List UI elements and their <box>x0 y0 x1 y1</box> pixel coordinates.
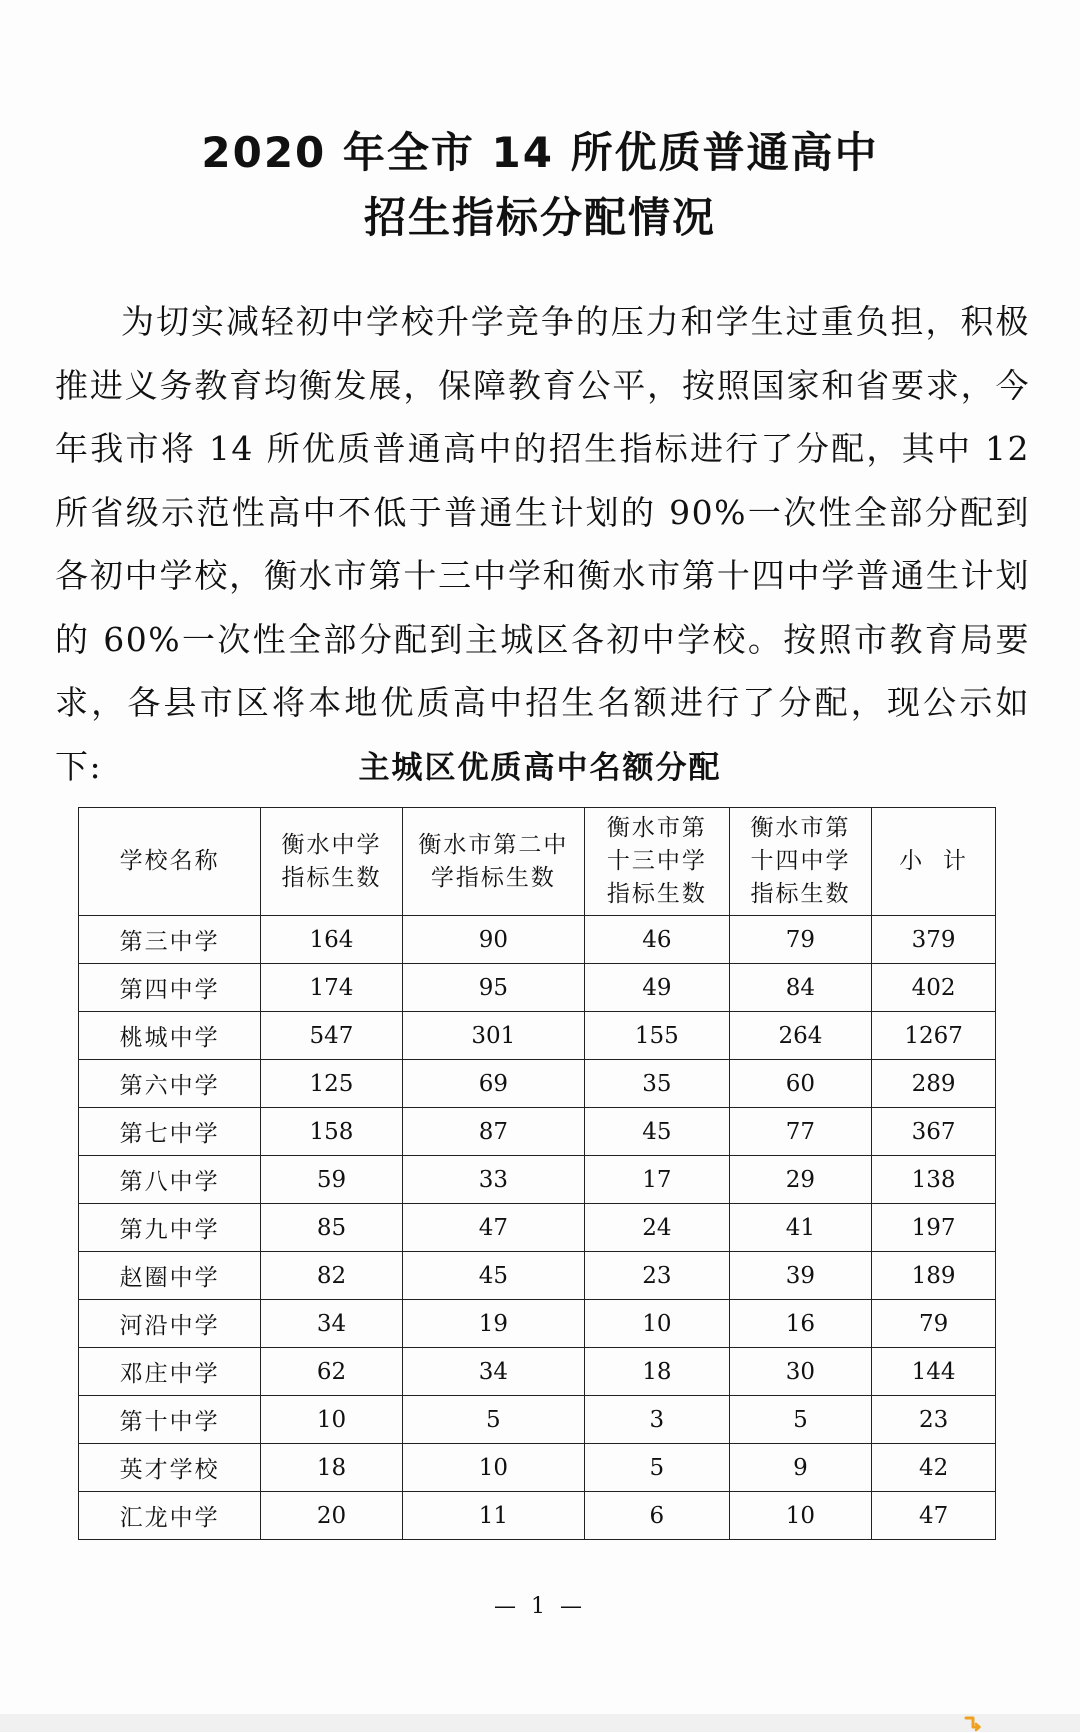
table-cell: 10 <box>402 1444 584 1492</box>
table-cell: 85 <box>261 1204 402 1252</box>
table-cell: 18 <box>261 1444 402 1492</box>
school-name-cell: 第四中学 <box>79 964 261 1012</box>
table-cell: 144 <box>872 1348 996 1396</box>
table-row <box>79 1060 996 1108</box>
header-hengshui-fourteenth <box>729 808 872 916</box>
table-title: 主城区优质高中名额分配 <box>358 750 722 786</box>
school-name-cell: 第三中学 <box>79 916 261 964</box>
header-line: 学校名称 <box>119 848 220 874</box>
page-title-line2: 招生指标分配情况 <box>363 193 716 242</box>
header-line: 衡水市第二中 <box>418 831 569 858</box>
table-row <box>79 916 996 964</box>
header-line: 衡水中学 <box>281 831 382 858</box>
table-cell: 379 <box>872 916 996 964</box>
table-cell: 367 <box>872 1108 996 1156</box>
school-name-cell: 汇龙中学 <box>79 1492 261 1540</box>
table-row <box>79 1396 996 1444</box>
school-name-cell: 第十中学 <box>79 1396 261 1444</box>
table-row <box>79 1300 996 1348</box>
table-cell: 3 <box>584 1396 729 1444</box>
school-name-cell: 第九中学 <box>79 1204 261 1252</box>
header-school-name <box>79 808 261 916</box>
header-hengshui-second <box>402 808 584 916</box>
allocation-table <box>78 807 996 1540</box>
table-row <box>79 1444 996 1492</box>
table-cell: 17 <box>584 1156 729 1204</box>
table-cell: 82 <box>261 1252 402 1300</box>
table-cell: 9 <box>729 1444 872 1492</box>
intro-paragraph: 为切实减轻初中学校升学竞争的压力和学生过重负担，积极推进义务教育均衡发展，保障教育公平，按照国家和省要求，今年我市将 14 所优质普通高中的招生指标进行了分配，其中 12 所省级示范性高中不低于普通生计划的 90%一次性全部分配到各初中学校，衡水市第十三中学和衡水市第十四中学普通生计划的 60%一次性全部分配到主城区各初中学校。按照市教育局要求，各县市区将本地优质高中招生名额进行了分配，现公示如下: <box>55 302 1030 786</box>
table-cell: 49 <box>584 964 729 1012</box>
table-cell: 41 <box>729 1204 872 1252</box>
school-name-cell: 第六中学 <box>79 1060 261 1108</box>
table-cell: 10 <box>261 1396 402 1444</box>
table-row <box>79 1204 996 1252</box>
table-row <box>79 1012 996 1060</box>
school-name-cell: 桃城中学 <box>79 1012 261 1060</box>
table-row <box>79 1348 996 1396</box>
table-cell: 10 <box>729 1492 872 1540</box>
header-line: 小 计 <box>899 848 968 874</box>
page-number: — 1 — <box>494 1594 586 1619</box>
header-hengshui-thirteenth <box>584 808 729 916</box>
table-cell: 125 <box>261 1060 402 1108</box>
table-header-row <box>79 808 996 916</box>
school-name-cell: 河沿中学 <box>79 1300 261 1348</box>
table-cell: 23 <box>584 1252 729 1300</box>
table-row <box>79 1108 996 1156</box>
table-cell: 6 <box>584 1492 729 1540</box>
table-cell: 20 <box>261 1492 402 1540</box>
table-cell: 33 <box>402 1156 584 1204</box>
table-cell: 47 <box>402 1204 584 1252</box>
school-name-cell: 邓庄中学 <box>79 1348 261 1396</box>
table-cell: 19 <box>402 1300 584 1348</box>
table-cell: 77 <box>729 1108 872 1156</box>
header-line: 十三中学 <box>606 848 707 874</box>
table-cell: 84 <box>729 964 872 1012</box>
table-row <box>79 1252 996 1300</box>
table-cell: 95 <box>402 964 584 1012</box>
table-cell: 79 <box>872 1300 996 1348</box>
header-subtotal <box>872 808 996 916</box>
table-cell: 79 <box>729 916 872 964</box>
table-cell: 158 <box>261 1108 402 1156</box>
table-cell: 547 <box>261 1012 402 1060</box>
table-cell: 47 <box>872 1492 996 1540</box>
table-cell: 62 <box>261 1348 402 1396</box>
table-cell: 69 <box>402 1060 584 1108</box>
header-hengshui-high <box>261 808 402 916</box>
header-line: 指标生数 <box>281 864 382 891</box>
table-cell: 39 <box>729 1252 872 1300</box>
table-cell: 59 <box>261 1156 402 1204</box>
table-cell: 174 <box>261 964 402 1012</box>
table-cell: 23 <box>872 1396 996 1444</box>
table-body <box>79 916 996 1540</box>
table-cell: 90 <box>402 916 584 964</box>
table-cell: 45 <box>584 1108 729 1156</box>
table-cell: 34 <box>261 1300 402 1348</box>
header-line: 衡水市第 <box>750 815 851 841</box>
table-cell: 5 <box>729 1396 872 1444</box>
bottom-bar <box>0 1714 1080 1732</box>
page-title-line1: 2020 年全市 14 所优质普通高中 <box>201 128 879 177</box>
table-cell: 402 <box>872 964 996 1012</box>
header-line: 十四中学 <box>750 848 851 874</box>
corner-arrow-icon <box>963 1715 983 1733</box>
school-name-cell: 英才学校 <box>79 1444 261 1492</box>
table-cell: 16 <box>729 1300 872 1348</box>
table-cell: 10 <box>584 1300 729 1348</box>
table-cell: 1267 <box>872 1012 996 1060</box>
table-cell: 24 <box>584 1204 729 1252</box>
table-cell: 45 <box>402 1252 584 1300</box>
table-row <box>79 1492 996 1540</box>
table-cell: 301 <box>402 1012 584 1060</box>
table-cell: 30 <box>729 1348 872 1396</box>
table-row <box>79 964 996 1012</box>
table-cell: 42 <box>872 1444 996 1492</box>
table-cell: 5 <box>402 1396 584 1444</box>
school-name-cell: 赵圈中学 <box>79 1252 261 1300</box>
table-cell: 11 <box>402 1492 584 1540</box>
table-cell: 164 <box>261 916 402 964</box>
table-cell: 35 <box>584 1060 729 1108</box>
header-line: 指标生数 <box>750 881 851 907</box>
header-line: 衡水市第 <box>606 815 707 841</box>
table-cell: 138 <box>872 1156 996 1204</box>
header-line: 指标生数 <box>606 881 707 907</box>
header-line: 学指标生数 <box>430 864 556 891</box>
school-name-cell: 第八中学 <box>79 1156 261 1204</box>
table-cell: 29 <box>729 1156 872 1204</box>
table-cell: 60 <box>729 1060 872 1108</box>
school-name-cell: 第七中学 <box>79 1108 261 1156</box>
table-cell: 34 <box>402 1348 584 1396</box>
table-cell: 46 <box>584 916 729 964</box>
table-cell: 289 <box>872 1060 996 1108</box>
table-cell: 18 <box>584 1348 729 1396</box>
table-cell: 189 <box>872 1252 996 1300</box>
table-cell: 197 <box>872 1204 996 1252</box>
table-cell: 5 <box>584 1444 729 1492</box>
table-cell: 87 <box>402 1108 584 1156</box>
table-cell: 264 <box>729 1012 872 1060</box>
table-cell: 155 <box>584 1012 729 1060</box>
table-row <box>79 1156 996 1204</box>
